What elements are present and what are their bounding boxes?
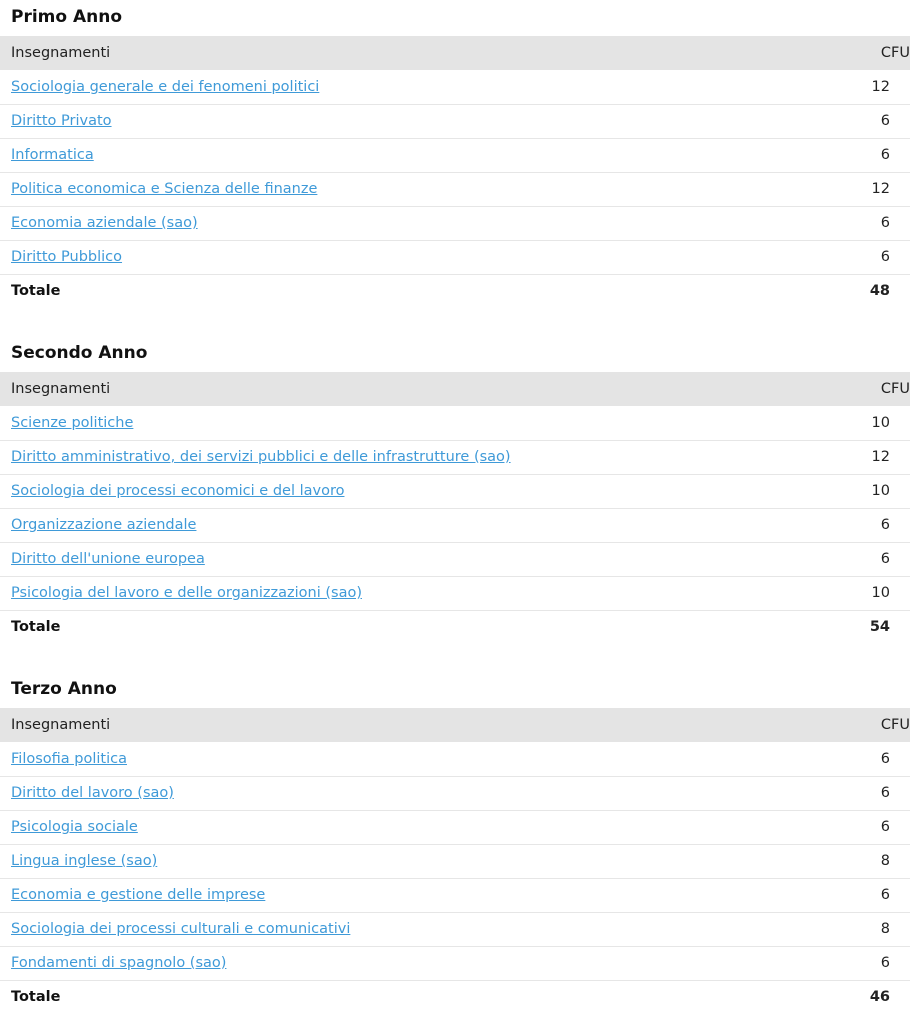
total-label: Totale [11, 619, 61, 636]
course-link[interactable]: Economia e gestione delle imprese [11, 887, 266, 903]
year-section-secondo [0, 336, 910, 644]
course-cfu: 12 [820, 172, 910, 206]
table-row [0, 576, 910, 610]
course-cfu: 10 [820, 576, 910, 610]
course-cfu: 6 [820, 878, 910, 912]
course-cfu: 6 [820, 206, 910, 240]
course-link[interactable]: Politica economica e Scienza delle finanze [11, 181, 318, 197]
table-row [0, 70, 910, 104]
table-row [0, 406, 910, 440]
total-label: Totale [11, 283, 61, 300]
course-cfu: 6 [820, 508, 910, 542]
course-link[interactable]: Informatica [11, 147, 94, 163]
course-link[interactable]: Psicologia del lavoro e delle organizzazioni (sao) [11, 585, 362, 601]
course-link[interactable]: Fondamenti di spagnolo (sao) [11, 955, 227, 971]
course-cfu: 6 [820, 104, 910, 138]
total-row [0, 980, 910, 1014]
courses-table [0, 36, 910, 308]
column-header-cfu: CFU [820, 36, 910, 70]
course-cfu: 12 [820, 440, 910, 474]
course-cfu: 8 [820, 844, 910, 878]
course-link[interactable]: Sociologia dei processi culturali e comunicativi [11, 921, 351, 937]
year-title: Terzo Anno [11, 679, 117, 699]
course-link[interactable]: Diritto del lavoro (sao) [11, 785, 174, 801]
course-link[interactable]: Economia aziendale (sao) [11, 215, 198, 231]
total-cfu: 48 [869, 283, 890, 300]
column-header-cfu: CFU [820, 708, 910, 742]
total-cfu: 54 [869, 619, 890, 636]
course-cfu: 6 [820, 810, 910, 844]
course-link[interactable]: Sociologia generale e dei fenomeni politici [11, 78, 320, 95]
column-header-cfu: CFU [820, 372, 910, 406]
total-row [0, 610, 910, 644]
table-row [0, 206, 910, 240]
course-link[interactable]: Organizzazione aziendale [11, 517, 197, 533]
column-header-course: Insegnamenti [0, 708, 820, 742]
course-link[interactable]: Diritto Privato [11, 113, 112, 129]
course-cfu: 6 [820, 138, 910, 172]
table-row [0, 240, 910, 274]
courses-table [0, 372, 910, 644]
table-row [0, 474, 910, 508]
course-link[interactable]: Diritto amministrativo, dei servizi pubblici e delle infrastrutture (sao) [11, 449, 511, 465]
course-link[interactable]: Scienze politiche [11, 414, 134, 431]
total-cfu: 46 [869, 989, 890, 1006]
year-section-primo [0, 0, 910, 308]
course-link[interactable]: Diritto Pubblico [11, 249, 123, 265]
table-row [0, 844, 910, 878]
table-row [0, 104, 910, 138]
course-link[interactable]: Diritto dell'unione europea [11, 551, 205, 567]
table-row [0, 810, 910, 844]
table-row [0, 508, 910, 542]
course-cfu: 10 [820, 406, 910, 440]
table-row [0, 138, 910, 172]
table-row [0, 946, 910, 980]
total-row [0, 274, 910, 308]
year-title: Secondo Anno [11, 343, 148, 363]
table-row [0, 742, 910, 776]
table-header-row [0, 372, 910, 406]
courses-table [0, 708, 910, 1014]
table-row [0, 440, 910, 474]
table-row [0, 776, 910, 810]
course-cfu: 6 [820, 742, 910, 776]
course-cfu: 6 [820, 776, 910, 810]
table-header-row [0, 36, 910, 70]
course-cfu: 10 [820, 474, 910, 508]
course-cfu: 6 [820, 240, 910, 274]
year-section-terzo [0, 672, 910, 1014]
course-cfu: 12 [820, 70, 910, 104]
total-label: Totale [11, 989, 61, 1006]
course-link[interactable]: Sociologia dei processi economici e del lavoro [11, 483, 345, 499]
table-row [0, 878, 910, 912]
course-link[interactable]: Filosofia politica [11, 750, 127, 767]
course-link[interactable]: Psicologia sociale [11, 819, 138, 835]
table-row [0, 912, 910, 946]
table-header-row [0, 708, 910, 742]
column-header-course: Insegnamenti [0, 36, 820, 70]
course-cfu: 6 [820, 542, 910, 576]
course-cfu: 8 [820, 912, 910, 946]
year-title: Primo Anno [11, 7, 123, 27]
course-cfu: 6 [820, 946, 910, 980]
table-row [0, 542, 910, 576]
course-link[interactable]: Lingua inglese (sao) [11, 853, 158, 869]
column-header-course: Insegnamenti [0, 372, 820, 406]
table-row [0, 172, 910, 206]
